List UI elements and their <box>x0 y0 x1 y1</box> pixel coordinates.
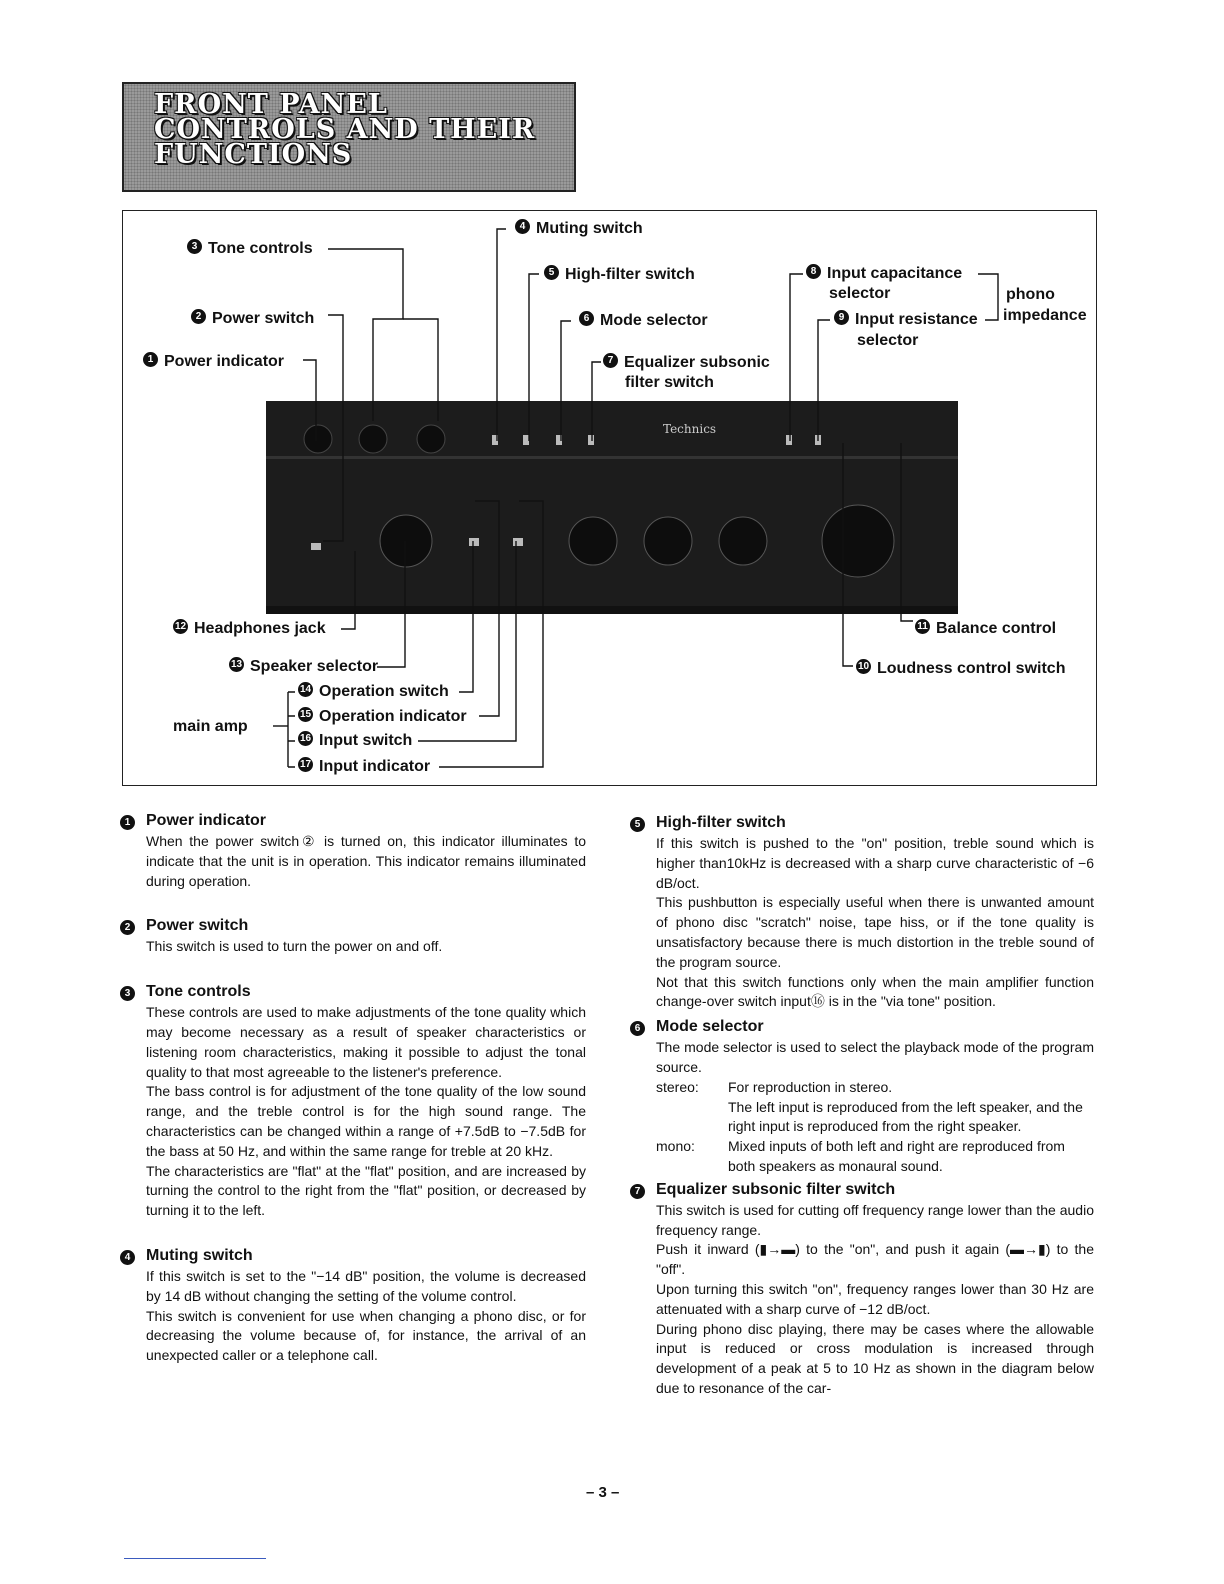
power-switch-text: This switch is used to turn the power on and off. <box>146 938 443 955</box>
label-high-filter-switch: 5 High-filter switch <box>544 266 695 284</box>
equalizer-p3: Upon turning this switch "on", frequency ranges lower than 30 Hz are attenuated with a sharp curve of −12 dB/oct. <box>656 1280 1094 1317</box>
label-input-resistance: 9 Input resistance <box>834 311 978 329</box>
power-indicator-text: When the power switch② is turned on, this indicator illuminates to indicate that the unit is in operation. This indicator remains illuminated during operation. <box>146 833 586 889</box>
right-column <box>634 812 1094 1413</box>
label-equalizer-switch: 7 Equalizer subsonic <box>603 354 770 372</box>
label-speaker-selector: 13 Speaker selector <box>230 658 379 675</box>
section-title-box <box>122 82 576 192</box>
title-line-2: CONTROLS AND THEIR <box>154 114 536 145</box>
equalizer-p4: During phono disc playing, there may be cases where the allowable input is reduced or cross modulation is increased through development of a peak at 5 to 10 Hz as shown in the diagram below due to resonance of the car- <box>656 1320 1094 1396</box>
left-column <box>124 810 586 1380</box>
section-tone-controls: 3 Tone controls These controls are used to make adjustments of the tone quality which may become necessary as a result of speaker characteristics or listening room characteristics, making it possible to adjust the tonal quality to that most agreeable to the listener's preference. The bass control is for adjustment of the tone quality of the low sound range, and the treble control is for the high sound range. The characteristics can be changed within a range of +7.5dB to −7.5dB for the bass at 50 Hz, and within the same range for treble at 20 kHz. The characteristics are "flat" at the "flat" position, and are increased by turning the control to the right from the "flat" position, or decreased by turning it to the left. <box>146 981 586 1221</box>
muting-switch-p1: If this switch is set to the "−14 dB" position, the volume is decreased by 14 dB without changing the setting of the volume control. <box>146 1267 586 1304</box>
muting-switch-p2: This switch is convenient for use when changing a phono disc, or for decreasing the volume because of, for instance, the arrival of an unexpected caller or a telephone call. <box>146 1307 586 1364</box>
high-filter-p2: This pushbutton is especially useful when there is unwanted amount of phono disc "scratch" noise, tape hiss, or if the tone quality is unsatisfactory because there is much distortion in the treble sound of the program source. <box>656 894 1094 970</box>
section-mode-selector: 6 Mode selector The mode selector is used to select the playback mode of the program source. stereo: For reproduction in stereo. The left input is reproduced from the left speaker, and the right input is reproduced from the right speaker. mono: Mixed inputs of both left and right are reproduced from both speakers as monaural sound. <box>656 1016 1094 1177</box>
label-power-indicator: 1 Power indicator <box>143 353 284 371</box>
label-balance-control: 11 Balance control <box>915 620 1056 638</box>
label-phono: phono <box>1006 286 1055 303</box>
front-panel-diagram <box>122 210 1097 786</box>
footer-rule <box>124 1558 266 1559</box>
section-equalizer-subsonic-filter: 7 Equalizer subsonic filter switch This switch is used for cutting off frequency range lower than the audio frequency range. Push it inward (▮→▬) to the "on", and push it again (▬→▮) to the "off". Upon turning this switch "on", frequency ranges lower than 30 Hz are attenuated with a sharp curve of −12 dB/oct. During phono disc playing, there may be cases where the allowable input is reduced or cross modulation is increased through development of a peak at 5 to 10 Hz as shown in the diagram below due to resonance of the car- <box>656 1179 1094 1399</box>
label-input-capacitance-line2: selector <box>829 285 891 302</box>
label-tone-controls: 3 Tone controls <box>187 240 313 258</box>
diagram-graphics <box>123 211 1096 785</box>
label-input-indicator: 17 Input indicator <box>299 758 431 775</box>
title-line-1: FRONT PANEL <box>154 89 388 120</box>
label-main-amp: main amp <box>173 718 248 735</box>
tone-controls-p3: The characteristics are "flat" at the "flat" position, and are increased by turning the control to the right from the "flat" position, or decreased by turning it to the left. <box>146 1162 586 1219</box>
label-loudness-control-switch: 10 Loudness control switch <box>857 660 1066 677</box>
section-title <box>154 89 536 170</box>
label-equalizer-switch-line2: filter switch <box>625 374 714 391</box>
label-headphones-jack: 12 Headphones jack <box>174 620 326 637</box>
section-muting-switch: 4 Muting switch If this switch is set to the "−14 dB" position, the volume is decreased by 14 dB without changing the setting of the volume control. This switch is convenient for use when changing a phono disc, or for decreasing the volume because of, for instance, the arrival of an unexpected caller or a telephone call. <box>146 1245 586 1366</box>
label-operation-indicator: 15 Operation indicator <box>299 708 467 725</box>
title-line-3: FUNCTIONS <box>154 139 353 170</box>
label-muting-switch: 4 Muting switch <box>515 220 643 238</box>
volume-knob <box>380 515 432 567</box>
section-high-filter-switch: 5 High-filter switch If this switch is pushed to the "on" position, treble sound which is higher than10kHz is decreased with a sharp curve characteristic of −6 dB/oct. This pushbutton is especially useful when there is unwanted amount of phono disc "scratch" noise, tape hiss, or if the tone quality is unsatisfactory because there is much distortion in the treble sound of the program source. Not that this switch functions only when the main amplifier function change-over switch input⑯ is in the "via tone" position. <box>656 812 1094 1012</box>
high-filter-p1: If this switch is pushed to the "on" position, treble sound which is higher than10kHz is decreased with a sharp curve characteristic of −6 dB/oct. <box>656 835 1094 891</box>
balance-knob <box>822 505 894 577</box>
equalizer-p2: Push it inward (▮→▬) to the "on", and push it again (▬→▮) to the "off". <box>656 1241 1094 1278</box>
label-input-capacitance: 8 Input capacitance <box>806 265 962 283</box>
equalizer-p1: This switch is used for cutting off frequency range lower than the audio frequency range. <box>656 1201 1094 1238</box>
label-mode-selector: 6 Mode selector <box>579 312 708 330</box>
label-operation-switch: 14 Operation switch <box>299 683 449 700</box>
brand-logo: Technics <box>663 422 717 436</box>
tone-controls-p1: These controls are used to make adjustments of the tone quality which may become necessary as a result of speaker characteristics or listening room characteristics, making it possible to adjust the tonal quality to that most agreeable to the listener's preference. <box>146 1004 586 1080</box>
label-input-resistance-line2: selector <box>857 332 919 349</box>
label-impedance: impedance <box>1003 307 1087 324</box>
mode-selector-p1: The mode selector is used to select the playback mode of the program source. <box>656 1039 1094 1075</box>
mode-mono-row: mono: Mixed inputs of both left and right are reproduced from both speakers as monaural sound. <box>656 1138 1065 1174</box>
label-power-switch: 2 Power switch <box>191 310 314 328</box>
label-input-switch: 16 Input switch <box>299 732 413 749</box>
section-power-switch: 2 Power switch This switch is used to turn the power on and off. <box>146 915 586 957</box>
mode-stereo-row: stereo: For reproduction in stereo. The left input is reproduced from the left speaker, and the right input is reproduced from the right speaker. <box>656 1078 1083 1135</box>
high-filter-p3: Not that this switch functions only when the main amplifier function change-over switch input⑯ is in the "via tone" position. <box>656 973 1094 1010</box>
page-number: – 3 – <box>586 1484 620 1501</box>
section-power-indicator: 1 Power indicator When the power switch② is turned on, this indicator illuminates to indicate that the unit is in operation. This indicator remains illuminated during operation. <box>146 810 586 891</box>
tone-controls-p2: The bass control is for adjustment of the tone quality of the low sound range, and the treble control is for the high sound range. The characteristics can be changed within a range of +7.5dB to −7.5dB for the bass at 50 Hz, and within the same range for treble at 20 kHz. <box>146 1083 586 1159</box>
